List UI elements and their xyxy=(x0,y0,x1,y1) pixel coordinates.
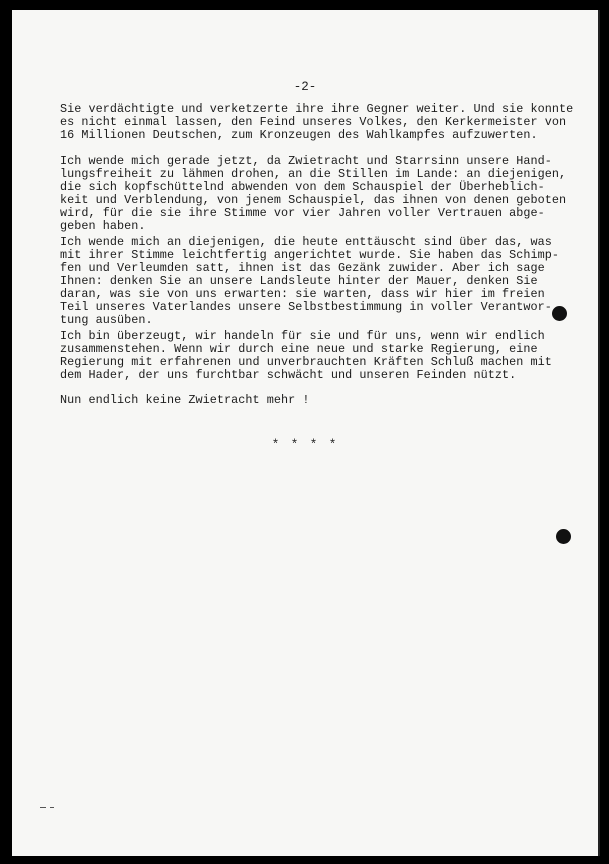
text-line: Nun endlich keine Zwietracht mehr ! xyxy=(60,393,310,407)
text-line: die sich kopfschüttelnd abwenden von dem Schauspiel der Überheblich- xyxy=(60,180,545,194)
text-line: 16 Millionen Deutschen, zum Kronzeugen des Wahlkampfes aufzuwerten. xyxy=(60,128,538,142)
text-line: Ich wende mich an diejenigen, die heute enttäuscht sind über das, was xyxy=(60,235,552,249)
text-line: lungsfreiheit zu lähmen drohen, an die Stillen im Lande: an diejenigen, xyxy=(60,167,567,181)
text-line: Teil unseres Vaterlandes unsere Selbstbestimmung in voller Verantwor- xyxy=(60,300,552,314)
text-line: Sie verdächtigte und verketzerte ihre ihre Gegner weiter. Und sie konnte xyxy=(60,102,574,116)
scan-speck xyxy=(40,807,46,808)
punch-hole-bottom xyxy=(556,529,571,544)
page-number: -2- xyxy=(293,80,317,94)
text-line: geben haben. xyxy=(60,219,146,233)
text-line: Ich wende mich gerade jetzt, da Zwietracht und Starrsinn unsere Hand- xyxy=(60,154,552,168)
text-line: es nicht einmal lassen, den Feind unseres Volkes, den Kerkermeister von xyxy=(60,115,567,129)
text-line: mit ihrer Stimme leichtfertig angerichtet wurde. Sie haben das Schimp- xyxy=(60,248,560,262)
text-line: fen und Verleumden satt, ihnen ist das Gezänk zuwider. Aber ich sage xyxy=(60,261,545,275)
text-line: dem Hader, der uns furchtbar schwächt und unseren Feinden nützt. xyxy=(60,368,517,382)
text-line: daran, was sie von uns erwarten: sie warten, dass wir hier im freien xyxy=(60,287,545,301)
text-line: Ich bin überzeugt, wir handeln für sie und für uns, wenn wir endlich xyxy=(60,329,545,343)
text-line: Regierung mit erfahrenen und unverbrauchten Kräften Schluß machen mit xyxy=(60,355,552,369)
document-page xyxy=(12,10,600,856)
text-line: tung ausüben. xyxy=(60,313,153,327)
punch-hole-top xyxy=(552,306,567,321)
text-line: wird, für die sie ihre Stimme vor vier Jahren voller Vertrauen abge- xyxy=(60,206,545,220)
text-line: zusammenstehen. Wenn wir durch eine neue und starke Regierung, eine xyxy=(60,342,538,356)
text-line: keit und Verblendung, von jenem Schauspiel, das ihnen von denen geboten xyxy=(60,193,567,207)
text-line: Ihnen: denken Sie an unsere Landsleute hinter der Mauer, denken Sie xyxy=(60,274,538,288)
closing-mark: * * * * xyxy=(271,438,339,452)
scan-speck xyxy=(50,807,54,808)
